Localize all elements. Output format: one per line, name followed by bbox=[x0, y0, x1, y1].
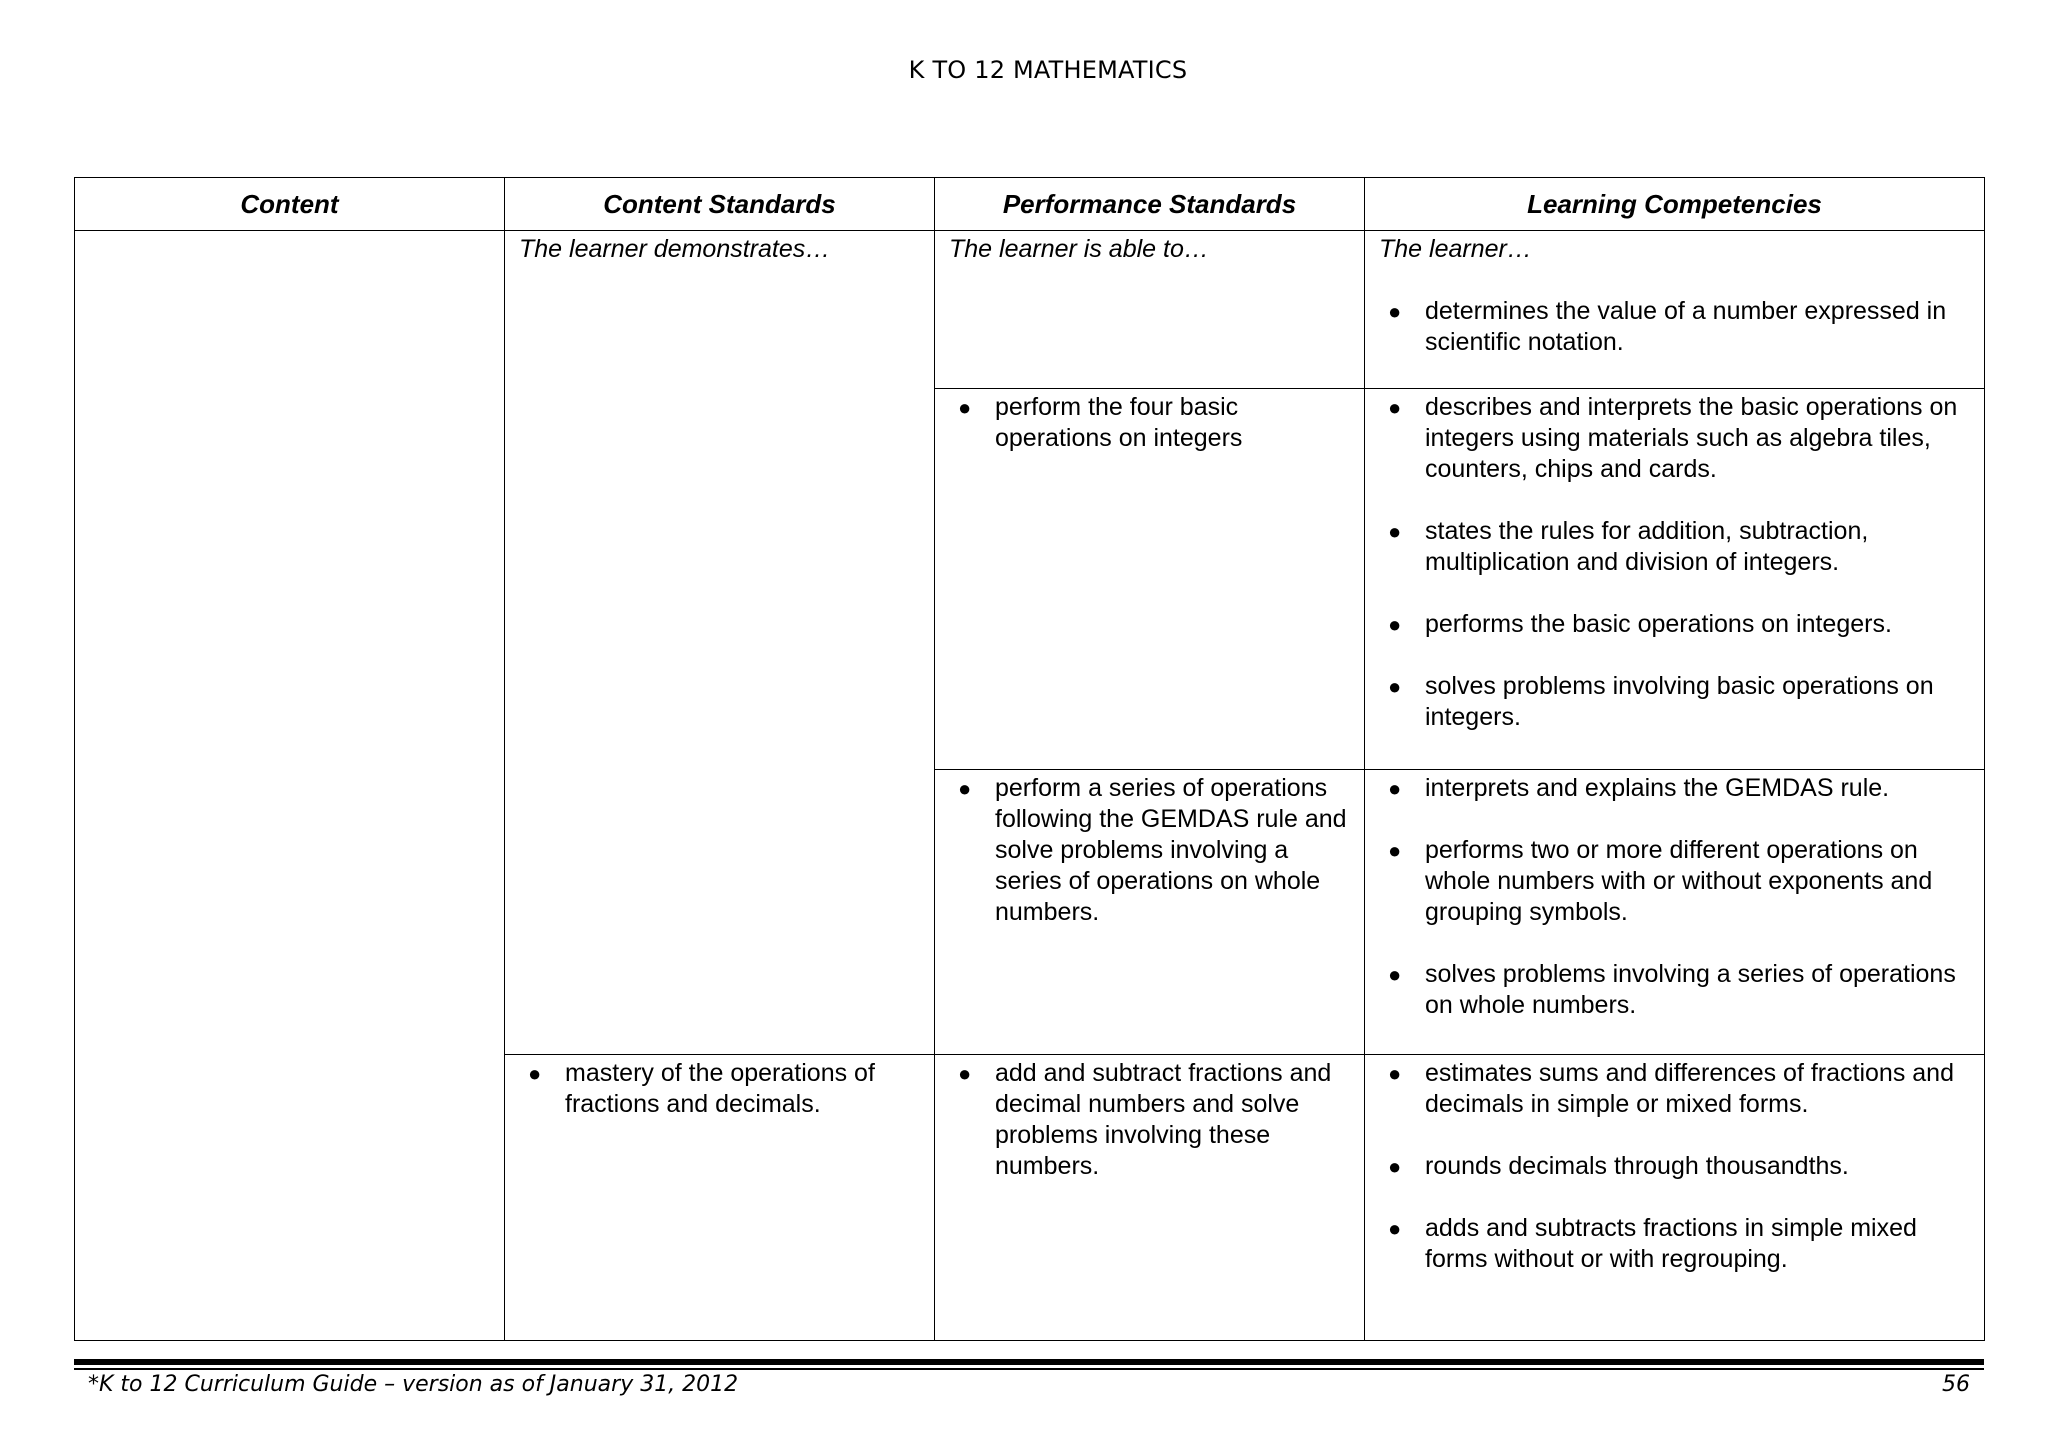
list-item bbox=[1379, 671, 1970, 733]
bullet-icon: ● bbox=[1388, 612, 1402, 637]
performance-standards-cell bbox=[935, 389, 1365, 770]
bullet-icon: ● bbox=[1388, 838, 1402, 863]
content-standards-cell bbox=[505, 1055, 935, 1341]
list-item bbox=[949, 1058, 1350, 1182]
bullet-icon: ● bbox=[1388, 1061, 1402, 1086]
list-item bbox=[1379, 959, 1970, 1021]
competency-text: rounds decimals through thousandths. bbox=[1425, 1152, 1849, 1180]
bullet-icon: ● bbox=[1388, 395, 1402, 420]
table-row bbox=[75, 231, 1985, 389]
bullet-icon: ● bbox=[1388, 1216, 1402, 1241]
competency-text: solves problems involving basic operations on integers. bbox=[1425, 672, 1934, 731]
list-item bbox=[1379, 296, 1970, 358]
list-item bbox=[1379, 609, 1970, 640]
performance-text: perform a series of operations following the GEMDAS rule and solve problems involving a series of operations on whole numbers. bbox=[995, 774, 1347, 926]
learning-competencies-cell bbox=[1365, 389, 1985, 770]
competency-text: describes and interprets the basic operations on integers using materials such as algebra tiles, counters, chips and cards. bbox=[1425, 393, 1958, 483]
bullet-icon: ● bbox=[1388, 674, 1402, 699]
bullet-icon: ● bbox=[958, 1061, 972, 1086]
competency-text: interprets and explains the GEMDAS rule. bbox=[1425, 774, 1890, 802]
competencies-list bbox=[1379, 1058, 1970, 1275]
competencies-list bbox=[1379, 392, 1970, 733]
list-item bbox=[1379, 773, 1970, 804]
performance-list bbox=[949, 773, 1350, 928]
performance-standards-cell bbox=[935, 770, 1365, 1055]
list-item bbox=[949, 773, 1350, 928]
performance-list bbox=[949, 1058, 1350, 1182]
column-header-content-standards: Content Standards bbox=[505, 178, 935, 231]
bullet-icon: ● bbox=[958, 395, 972, 420]
competency-text: estimates sums and differences of fractions and decimals in simple or mixed forms. bbox=[1425, 1059, 1954, 1118]
column-header-content: Content bbox=[75, 178, 505, 231]
footer-divider-thick bbox=[74, 1359, 1984, 1365]
bullet-icon: ● bbox=[1388, 1154, 1402, 1179]
list-item bbox=[1379, 1151, 1970, 1182]
learning-competencies-lead: The learner… bbox=[1379, 235, 1532, 263]
footer-divider-thin bbox=[74, 1368, 1984, 1370]
content-standard-text: mastery of the operations of fractions and decimals. bbox=[565, 1059, 875, 1118]
list-item bbox=[1379, 1213, 1970, 1275]
competency-text: solves problems involving a series of operations on whole numbers. bbox=[1425, 960, 1956, 1019]
page-number: 56 bbox=[1942, 1372, 1970, 1397]
table-header-row bbox=[75, 178, 1985, 231]
column-header-performance-standards: Performance Standards bbox=[935, 178, 1365, 231]
learning-competencies-cell bbox=[1365, 1055, 1985, 1341]
competency-text: states the rules for addition, subtraction, multiplication and division of integers. bbox=[1425, 517, 1869, 576]
content-cell bbox=[75, 231, 505, 1341]
list-item bbox=[1379, 392, 1970, 485]
competency-text: adds and subtracts fractions in simple mixed forms without or with regrouping. bbox=[1425, 1214, 1917, 1273]
list-item bbox=[1379, 1058, 1970, 1120]
page-title: K TO 12 MATHEMATICS bbox=[908, 56, 1188, 84]
competency-text: determines the value of a number expressed in scientific notation. bbox=[1425, 297, 1947, 356]
bullet-icon: ● bbox=[958, 776, 972, 801]
bullet-icon: ● bbox=[1388, 962, 1402, 987]
bullet-icon: ● bbox=[528, 1061, 542, 1086]
performance-text: add and subtract fractions and decimal numbers and solve problems involving these numbers. bbox=[995, 1059, 1332, 1180]
content-standards-cell bbox=[505, 231, 935, 1055]
performance-standards-cell bbox=[935, 231, 1365, 389]
competency-text: performs two or more different operations on whole numbers with or without exponents and grouping symbols. bbox=[1425, 836, 1933, 926]
list-item bbox=[1379, 835, 1970, 928]
column-header-learning-competencies: Learning Competencies bbox=[1365, 178, 1985, 231]
bullet-icon: ● bbox=[1388, 519, 1402, 544]
competency-text: performs the basic operations on integers. bbox=[1425, 610, 1892, 638]
performance-text: perform the four basic operations on integers bbox=[995, 393, 1243, 452]
learning-competencies-cell bbox=[1365, 231, 1985, 389]
competencies-list bbox=[1379, 773, 1970, 1021]
content-standards-lead: The learner demonstrates… bbox=[519, 235, 831, 263]
performance-standards-lead: The learner is able to… bbox=[949, 235, 1209, 263]
learning-competencies-cell bbox=[1365, 770, 1985, 1055]
curriculum-table bbox=[74, 177, 1985, 1341]
list-item bbox=[949, 392, 1350, 454]
performance-standards-cell bbox=[935, 1055, 1365, 1341]
performance-list bbox=[949, 392, 1350, 454]
bullet-icon: ● bbox=[1388, 776, 1402, 801]
list-item bbox=[1379, 516, 1970, 578]
competencies-list bbox=[1379, 296, 1970, 358]
bullet-icon: ● bbox=[1388, 299, 1402, 324]
content-standards-list bbox=[519, 1058, 920, 1120]
list-item bbox=[519, 1058, 920, 1120]
footer-note: *K to 12 Curriculum Guide – version as of January 31, 2012 bbox=[88, 1372, 739, 1397]
